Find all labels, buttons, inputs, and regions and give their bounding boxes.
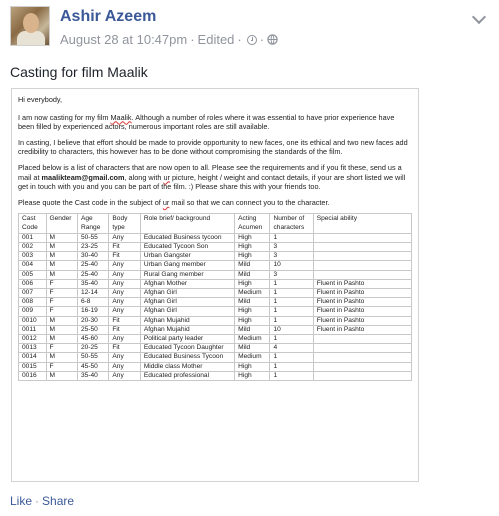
table-row xyxy=(19,371,412,380)
table-cell: Any xyxy=(109,353,140,362)
table-cell: Fluent in Pashto xyxy=(313,316,411,325)
table-cell: Fit xyxy=(109,316,140,325)
table-cell: 50-55 xyxy=(77,353,108,362)
table-cell: M xyxy=(46,353,77,362)
table-cell: High xyxy=(235,316,270,325)
separator-dot: · xyxy=(190,32,195,47)
table-cell xyxy=(313,233,411,242)
table-cell: 0012 xyxy=(19,334,47,343)
table-cell: Afghan Mujahid xyxy=(140,316,234,325)
table-row xyxy=(19,252,412,261)
table-cell: F xyxy=(46,298,77,307)
table-cell: Afghan Girl xyxy=(140,298,234,307)
table-cell: 0013 xyxy=(19,344,47,353)
table-cell: 35-40 xyxy=(77,371,108,380)
table-cell: 1 xyxy=(270,371,313,380)
table-cell: 10 xyxy=(270,261,313,270)
table-cell: M xyxy=(46,371,77,380)
table-cell: Any xyxy=(109,261,140,270)
table-cell: 25-50 xyxy=(77,325,108,334)
table-row xyxy=(19,270,412,279)
table-cell: High xyxy=(235,242,270,251)
table-cell xyxy=(313,344,411,353)
table-cell: Any xyxy=(109,270,140,279)
table-cell: High xyxy=(235,371,270,380)
table-cell: 10 xyxy=(270,325,313,334)
post-meta xyxy=(60,32,278,47)
cast-table xyxy=(18,213,412,381)
table-cell: M xyxy=(46,334,77,343)
table-cell: Any xyxy=(109,233,140,242)
table-cell: Any xyxy=(109,371,140,380)
doc-greeting: Hi everybody, xyxy=(18,95,63,104)
table-cell: 25-40 xyxy=(77,261,108,270)
table-cell: Any xyxy=(109,288,140,297)
header-cell: Role brief/ background xyxy=(140,214,234,233)
table-cell: 4 xyxy=(270,344,313,353)
table-cell: 3 xyxy=(270,252,313,261)
table-cell: Educated Tycoon Daughter xyxy=(140,344,234,353)
table-cell: High xyxy=(235,279,270,288)
table-cell: Mild xyxy=(235,261,270,270)
globe-icon[interactable] xyxy=(267,34,278,45)
like-button[interactable]: Like xyxy=(10,494,33,508)
table-cell: 0010 xyxy=(19,316,47,325)
header-cell: Age Range xyxy=(77,214,108,233)
table-cell xyxy=(313,371,411,380)
table-row xyxy=(19,288,412,297)
table-cell: 008 xyxy=(19,298,47,307)
table-cell: 3 xyxy=(270,242,313,251)
doc-paragraph-3: Placed below is a list of characters that are now open to all. Please see the requirements and if you fit these, send us a mail at maalikteam@gmail.com, along with ur picture, height / weight and contact details, if your are short listed we will get in touch with you and you can be part of the film. :) Please share this with your friends too. xyxy=(18,162,406,192)
table-cell: Fit xyxy=(109,252,140,261)
header-cell: Number of characters xyxy=(270,214,313,233)
table-cell: 1 xyxy=(270,316,313,325)
table-cell: Fluent in Pashto xyxy=(313,288,411,297)
table-cell: M xyxy=(46,233,77,242)
table-cell: M xyxy=(46,270,77,279)
table-cell: 006 xyxy=(19,279,47,288)
table-row xyxy=(19,242,412,251)
table-row xyxy=(19,233,412,242)
table-cell: F xyxy=(46,279,77,288)
table-cell: Any xyxy=(109,298,140,307)
table-cell: F xyxy=(46,362,77,371)
table-cell: Fit xyxy=(109,242,140,251)
table-cell: 1 xyxy=(270,334,313,343)
table-cell: Afghan Girl xyxy=(140,307,234,316)
header-cell: Gender xyxy=(46,214,77,233)
table-cell: Urban Gangster xyxy=(140,252,234,261)
table-cell: High xyxy=(235,252,270,261)
table-cell xyxy=(313,362,411,371)
doc-paragraph-4: Please quote the Cast code in the subject of ur mail so that we can connect you to the character. xyxy=(18,197,330,207)
table-row xyxy=(19,344,412,353)
table-cell: F xyxy=(46,344,77,353)
table-row xyxy=(19,362,412,371)
table-cell: 1 xyxy=(270,353,313,362)
table-cell: Fluent in Pashto xyxy=(313,307,411,316)
table-cell: Afghan Mujahid xyxy=(140,325,234,334)
table-cell: 6-8 xyxy=(77,298,108,307)
table-cell xyxy=(313,242,411,251)
table-cell: Mild xyxy=(235,270,270,279)
table-cell: Fluent in Pashto xyxy=(313,325,411,334)
header-cell: Acting Acumen xyxy=(235,214,270,233)
table-cell: Mild xyxy=(235,344,270,353)
table-cell xyxy=(313,353,411,362)
table-cell: 23-25 xyxy=(77,242,108,251)
table-cell: M xyxy=(46,316,77,325)
table-row xyxy=(19,279,412,288)
header-cell: Cast Code xyxy=(19,214,47,233)
separator-dot: · xyxy=(35,494,40,508)
table-cell: F xyxy=(46,288,77,297)
table-cell: M xyxy=(46,252,77,261)
table-cell: 1 xyxy=(270,298,313,307)
author-name[interactable]: Ashir Azeem xyxy=(60,8,157,25)
table-cell: 004 xyxy=(19,261,47,270)
table-row xyxy=(19,353,412,362)
table-cell: 1 xyxy=(270,288,313,297)
table-cell: 25-40 xyxy=(77,270,108,279)
cast-table-header-row xyxy=(19,214,412,233)
table-cell: Fit xyxy=(109,325,140,334)
table-cell: 1 xyxy=(270,279,313,288)
doc-paragraph-2: In casting, I believe that effort should be made to provide opportunity to new faces, one its ethical and two new faces add credibility to characters, this however has to be done without compromising the standards of the film. xyxy=(18,137,408,157)
table-row xyxy=(19,298,412,307)
table-cell: 35-40 xyxy=(77,279,108,288)
table-cell xyxy=(313,270,411,279)
table-cell: 0014 xyxy=(19,353,47,362)
table-cell: 16-19 xyxy=(77,307,108,316)
table-cell: 0015 xyxy=(19,362,47,371)
table-cell xyxy=(313,334,411,343)
table-cell: Fluent in Pashto xyxy=(313,279,411,288)
table-cell: 1 xyxy=(270,362,313,371)
table-cell: Mild xyxy=(235,298,270,307)
table-cell: High xyxy=(235,233,270,242)
table-cell: Any xyxy=(109,362,140,371)
post-header xyxy=(10,6,490,50)
table-cell: 0016 xyxy=(19,371,47,380)
header-cell: Special ability xyxy=(313,214,411,233)
table-cell: 3 xyxy=(270,270,313,279)
table-cell: Any xyxy=(109,307,140,316)
separator-dot: · xyxy=(237,32,242,47)
table-cell: Fit xyxy=(109,344,140,353)
table-cell: Educated Tycoon Son xyxy=(140,242,234,251)
share-button[interactable]: Share xyxy=(42,494,75,508)
table-cell: 50-55 xyxy=(77,233,108,242)
table-cell: Afghan Mother xyxy=(140,279,234,288)
table-cell: Medium xyxy=(235,334,270,343)
table-cell: Fluent in Pashto xyxy=(313,298,411,307)
table-cell: 45-50 xyxy=(77,362,108,371)
table-cell: Any xyxy=(109,334,140,343)
table-cell: Rural Gang member xyxy=(140,270,234,279)
table-cell: 005 xyxy=(19,270,47,279)
table-cell: Any xyxy=(109,279,140,288)
clock-icon[interactable] xyxy=(247,35,257,45)
separator-dot: · xyxy=(259,32,265,47)
table-row xyxy=(19,261,412,270)
table-cell: 20-25 xyxy=(77,344,108,353)
table-cell: 007 xyxy=(19,288,47,297)
table-cell: Educated Business tycoon xyxy=(140,233,234,242)
table-cell: 003 xyxy=(19,252,47,261)
table-cell: Middle class Mother xyxy=(140,362,234,371)
timestamp[interactable]: August 28 at 10:47pm xyxy=(60,32,188,47)
table-cell: Mild xyxy=(235,325,270,334)
table-cell: Afghan Girl xyxy=(140,288,234,297)
table-cell: Medium xyxy=(235,288,270,297)
table-cell: 002 xyxy=(19,242,47,251)
doc-paragraph-1: I am now casting for my film Maalik. Although a number of roles where it was essential to have prior experience have been filled by experienced actors, numerous important roles are still available. xyxy=(18,112,395,132)
table-row xyxy=(19,325,412,334)
table-cell: High xyxy=(235,362,270,371)
table-cell: Medium xyxy=(235,353,270,362)
edited-label[interactable]: Edited xyxy=(197,32,235,47)
table-cell: 45-60 xyxy=(77,334,108,343)
table-cell: High xyxy=(235,307,270,316)
table-cell: Educated professional xyxy=(140,371,234,380)
post-actions xyxy=(10,494,74,508)
table-cell: 009 xyxy=(19,307,47,316)
table-cell xyxy=(313,261,411,270)
table-cell: M xyxy=(46,242,77,251)
table-row xyxy=(19,316,412,325)
casting-document-image[interactable] xyxy=(11,88,419,482)
table-cell: 30-40 xyxy=(77,252,108,261)
table-cell: 0011 xyxy=(19,325,47,334)
table-row xyxy=(19,334,412,343)
table-cell: M xyxy=(46,261,77,270)
post-title: Casting for film Maalik xyxy=(10,64,148,80)
table-cell: F xyxy=(46,307,77,316)
table-cell xyxy=(313,252,411,261)
header-cell: Body type xyxy=(109,214,140,233)
table-cell: 001 xyxy=(19,233,47,242)
table-cell: 1 xyxy=(270,233,313,242)
table-cell: Urban Gang member xyxy=(140,261,234,270)
table-cell: Political party leader xyxy=(140,334,234,343)
chevron-down-icon[interactable] xyxy=(472,10,486,24)
table-cell: M xyxy=(46,325,77,334)
table-cell: 12-14 xyxy=(77,288,108,297)
avatar[interactable] xyxy=(10,6,50,46)
table-cell: 20-30 xyxy=(77,316,108,325)
table-cell: Educated Business Tycoon xyxy=(140,353,234,362)
table-cell: 1 xyxy=(270,307,313,316)
table-row xyxy=(19,307,412,316)
